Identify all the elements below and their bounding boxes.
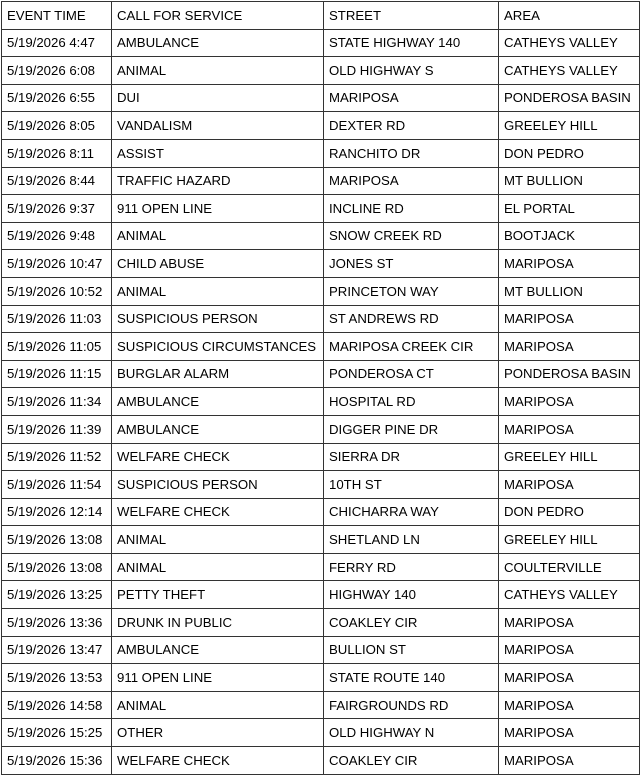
event-time-cell: 5/19/2026 13:36 bbox=[2, 609, 112, 637]
table-row bbox=[2, 360, 640, 388]
area-cell: MARIPOSA bbox=[499, 609, 640, 637]
street-cell: FERRY RD bbox=[324, 553, 499, 581]
header-area: AREA bbox=[499, 2, 640, 30]
table-row bbox=[2, 84, 640, 112]
event-time-cell: 5/19/2026 15:25 bbox=[2, 719, 112, 747]
table-row bbox=[2, 691, 640, 719]
table-row bbox=[2, 57, 640, 85]
area-cell: MARIPOSA bbox=[499, 747, 640, 775]
call-for-service-cell: ANIMAL bbox=[112, 222, 324, 250]
area-cell: MARIPOSA bbox=[499, 305, 640, 333]
area-cell: PONDEROSA BASIN bbox=[499, 360, 640, 388]
area-cell: BOOTJACK bbox=[499, 222, 640, 250]
call-for-service-cell: ANIMAL bbox=[112, 57, 324, 85]
call-for-service-cell: AMBULANCE bbox=[112, 415, 324, 443]
street-cell: HOSPITAL RD bbox=[324, 388, 499, 416]
area-cell: GREELEY HILL bbox=[499, 526, 640, 554]
event-time-cell: 5/19/2026 8:11 bbox=[2, 139, 112, 167]
table-row bbox=[2, 498, 640, 526]
street-cell: OLD HIGHWAY N bbox=[324, 719, 499, 747]
area-cell: MT BULLION bbox=[499, 277, 640, 305]
call-for-service-cell: SUSPICIOUS CIRCUMSTANCES bbox=[112, 333, 324, 361]
event-time-cell: 5/19/2026 13:53 bbox=[2, 664, 112, 692]
table-body bbox=[2, 29, 640, 774]
street-cell: STATE HIGHWAY 140 bbox=[324, 29, 499, 57]
street-cell: CHICHARRA WAY bbox=[324, 498, 499, 526]
street-cell: FAIRGROUNDS RD bbox=[324, 691, 499, 719]
area-cell: DON PEDRO bbox=[499, 498, 640, 526]
event-time-cell: 5/19/2026 11:05 bbox=[2, 333, 112, 361]
call-for-service-cell: AMBULANCE bbox=[112, 29, 324, 57]
table-row bbox=[2, 250, 640, 278]
event-time-cell: 5/19/2026 11:39 bbox=[2, 415, 112, 443]
table-row bbox=[2, 388, 640, 416]
call-for-service-cell: BURGLAR ALARM bbox=[112, 360, 324, 388]
call-for-service-cell: PETTY THEFT bbox=[112, 581, 324, 609]
call-for-service-cell: VANDALISM bbox=[112, 112, 324, 140]
event-time-cell: 5/19/2026 10:52 bbox=[2, 277, 112, 305]
header-street: STREET bbox=[324, 2, 499, 30]
call-for-service-cell: TRAFFIC HAZARD bbox=[112, 167, 324, 195]
header-event-time: EVENT TIME bbox=[2, 2, 112, 30]
call-log-table bbox=[1, 1, 640, 775]
event-time-cell: 5/19/2026 14:58 bbox=[2, 691, 112, 719]
event-time-cell: 5/19/2026 13:25 bbox=[2, 581, 112, 609]
event-time-cell: 5/19/2026 15:36 bbox=[2, 747, 112, 775]
street-cell: STATE ROUTE 140 bbox=[324, 664, 499, 692]
call-for-service-cell: ANIMAL bbox=[112, 277, 324, 305]
call-for-service-cell: ANIMAL bbox=[112, 691, 324, 719]
area-cell: MARIPOSA bbox=[499, 691, 640, 719]
table-row bbox=[2, 277, 640, 305]
table-row bbox=[2, 305, 640, 333]
area-cell: MT BULLION bbox=[499, 167, 640, 195]
street-cell: RANCHITO DR bbox=[324, 139, 499, 167]
event-time-cell: 5/19/2026 13:08 bbox=[2, 526, 112, 554]
event-time-cell: 5/19/2026 11:15 bbox=[2, 360, 112, 388]
table-row bbox=[2, 222, 640, 250]
table-row bbox=[2, 139, 640, 167]
event-time-cell: 5/19/2026 4:47 bbox=[2, 29, 112, 57]
table-row bbox=[2, 443, 640, 471]
street-cell: SNOW CREEK RD bbox=[324, 222, 499, 250]
area-cell: MARIPOSA bbox=[499, 333, 640, 361]
header-call-for-service: CALL FOR SERVICE bbox=[112, 2, 324, 30]
area-cell: CATHEYS VALLEY bbox=[499, 57, 640, 85]
street-cell: SHETLAND LN bbox=[324, 526, 499, 554]
table-row bbox=[2, 664, 640, 692]
area-cell: EL PORTAL bbox=[499, 195, 640, 223]
call-for-service-cell: WELFARE CHECK bbox=[112, 498, 324, 526]
call-for-service-cell: 911 OPEN LINE bbox=[112, 195, 324, 223]
event-time-cell: 5/19/2026 9:48 bbox=[2, 222, 112, 250]
event-time-cell: 5/19/2026 13:08 bbox=[2, 553, 112, 581]
street-cell: HIGHWAY 140 bbox=[324, 581, 499, 609]
area-cell: COULTERVILLE bbox=[499, 553, 640, 581]
street-cell: MARIPOSA bbox=[324, 167, 499, 195]
call-for-service-cell: AMBULANCE bbox=[112, 636, 324, 664]
street-cell: DIGGER PINE DR bbox=[324, 415, 499, 443]
event-time-cell: 5/19/2026 11:03 bbox=[2, 305, 112, 333]
table-row bbox=[2, 609, 640, 637]
call-for-service-cell: ASSIST bbox=[112, 139, 324, 167]
event-time-cell: 5/19/2026 11:34 bbox=[2, 388, 112, 416]
event-time-cell: 5/19/2026 12:14 bbox=[2, 498, 112, 526]
event-time-cell: 5/19/2026 8:05 bbox=[2, 112, 112, 140]
street-cell: BULLION ST bbox=[324, 636, 499, 664]
call-for-service-cell: DUI bbox=[112, 84, 324, 112]
event-time-cell: 5/19/2026 13:47 bbox=[2, 636, 112, 664]
event-time-cell: 5/19/2026 6:08 bbox=[2, 57, 112, 85]
call-for-service-cell: ANIMAL bbox=[112, 553, 324, 581]
event-time-cell: 5/19/2026 11:54 bbox=[2, 471, 112, 499]
area-cell: CATHEYS VALLEY bbox=[499, 581, 640, 609]
area-cell: MARIPOSA bbox=[499, 664, 640, 692]
street-cell: JONES ST bbox=[324, 250, 499, 278]
call-for-service-cell: WELFARE CHECK bbox=[112, 443, 324, 471]
call-for-service-cell: DRUNK IN PUBLIC bbox=[112, 609, 324, 637]
street-cell: PONDEROSA CT bbox=[324, 360, 499, 388]
table-row bbox=[2, 747, 640, 775]
table-row bbox=[2, 553, 640, 581]
street-cell: MARIPOSA CREEK CIR bbox=[324, 333, 499, 361]
area-cell: DON PEDRO bbox=[499, 139, 640, 167]
event-time-cell: 5/19/2026 10:47 bbox=[2, 250, 112, 278]
call-for-service-cell: AMBULANCE bbox=[112, 388, 324, 416]
call-for-service-cell: ANIMAL bbox=[112, 526, 324, 554]
area-cell: MARIPOSA bbox=[499, 719, 640, 747]
table-row bbox=[2, 167, 640, 195]
street-cell: MARIPOSA bbox=[324, 84, 499, 112]
area-cell: MARIPOSA bbox=[499, 636, 640, 664]
event-time-cell: 5/19/2026 8:44 bbox=[2, 167, 112, 195]
table-row bbox=[2, 112, 640, 140]
area-cell: GREELEY HILL bbox=[499, 443, 640, 471]
table-row bbox=[2, 526, 640, 554]
call-for-service-cell: SUSPICIOUS PERSON bbox=[112, 305, 324, 333]
call-for-service-cell: 911 OPEN LINE bbox=[112, 664, 324, 692]
area-cell: MARIPOSA bbox=[499, 250, 640, 278]
area-cell: GREELEY HILL bbox=[499, 112, 640, 140]
table-row bbox=[2, 333, 640, 361]
event-time-cell: 5/19/2026 6:55 bbox=[2, 84, 112, 112]
area-cell: PONDEROSA BASIN bbox=[499, 84, 640, 112]
street-cell: ST ANDREWS RD bbox=[324, 305, 499, 333]
area-cell: MARIPOSA bbox=[499, 388, 640, 416]
street-cell: PRINCETON WAY bbox=[324, 277, 499, 305]
street-cell: SIERRA DR bbox=[324, 443, 499, 471]
street-cell: 10TH ST bbox=[324, 471, 499, 499]
call-for-service-cell: OTHER bbox=[112, 719, 324, 747]
table-row bbox=[2, 719, 640, 747]
header-row bbox=[2, 2, 640, 30]
table-row bbox=[2, 471, 640, 499]
call-for-service-cell: WELFARE CHECK bbox=[112, 747, 324, 775]
call-for-service-cell: SUSPICIOUS PERSON bbox=[112, 471, 324, 499]
table-row bbox=[2, 636, 640, 664]
street-cell: COAKLEY CIR bbox=[324, 747, 499, 775]
street-cell: DEXTER RD bbox=[324, 112, 499, 140]
street-cell: OLD HIGHWAY S bbox=[324, 57, 499, 85]
street-cell: COAKLEY CIR bbox=[324, 609, 499, 637]
table-row bbox=[2, 581, 640, 609]
area-cell: MARIPOSA bbox=[499, 415, 640, 443]
area-cell: CATHEYS VALLEY bbox=[499, 29, 640, 57]
street-cell: INCLINE RD bbox=[324, 195, 499, 223]
area-cell: MARIPOSA bbox=[499, 471, 640, 499]
event-time-cell: 5/19/2026 11:52 bbox=[2, 443, 112, 471]
table-row bbox=[2, 195, 640, 223]
table-row bbox=[2, 415, 640, 443]
event-time-cell: 5/19/2026 9:37 bbox=[2, 195, 112, 223]
call-for-service-cell: CHILD ABUSE bbox=[112, 250, 324, 278]
table-row bbox=[2, 29, 640, 57]
